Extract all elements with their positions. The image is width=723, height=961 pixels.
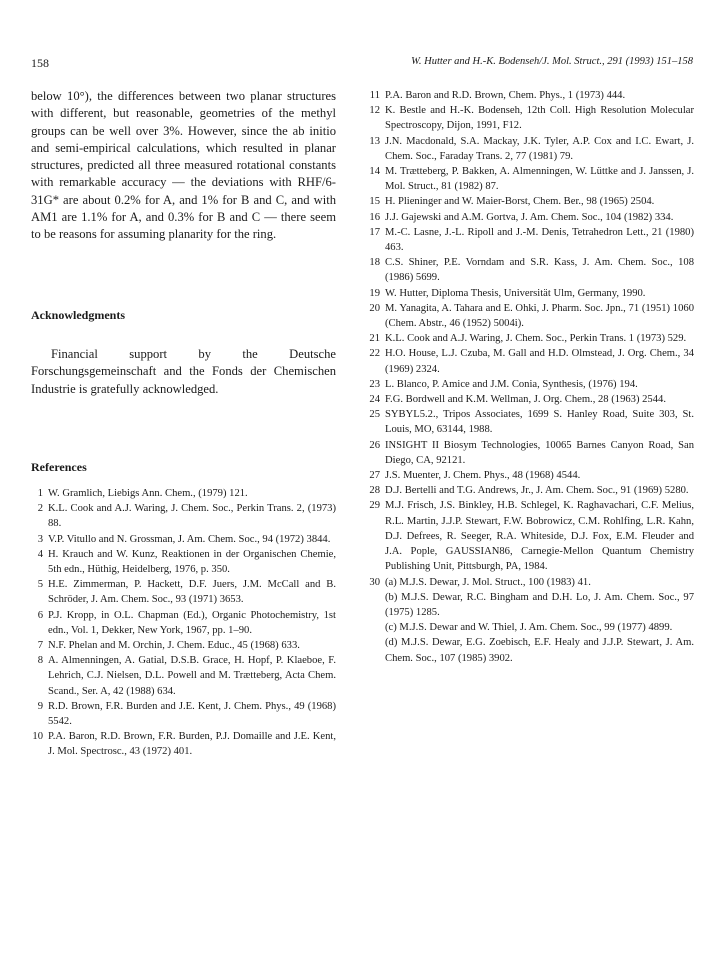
reference-number: 24 [369,394,380,406]
reference-item [31,577,336,607]
reference-number: 9 [37,700,43,712]
reference-text: A. Almenningen, A. Gatial, D.S.B. Grace, H. Hopf, P. Klaeboe, F. Lehrich, C.J. Nielsen, D.L. Powell and M. Trætteberg, Acta Chem. Scand., Ser. A, 42 (1988) 634. [48,655,336,697]
reference-text: P.A. Baron, R.D. Brown, F.R. Burden, P.J. Domaille and J.E. Kent, J. Mol. Spectrosc., 43 (1972) 401. [48,731,336,758]
reference-item [366,407,694,437]
reference-list-left [31,486,336,760]
reference-item [366,210,694,225]
reference-item [366,498,694,574]
reference-item [31,638,336,653]
body-paragraph: below 10°), the differences between two planar structures with different, but reasonable, geometries of the methyl groups can be well over 3%. However, since the ab initio and semi-empirical calculations, which resulted in planar structures, predicted all three measured rotational constants with remarkable accuracy — the deviations with RHF/6-31G* are about 0.2% for A, and 1% for B and C, and with AM1 are 1.1% for A, and 0.3% for B and C — there seem to be reasons for assuming planarity for the ring. [31,89,336,242]
reference-text: J.J. Gajewski and A.M. Gortva, J. Am. Chem. Soc., 104 (1982) 334. [385,211,674,223]
reference-text: F.G. Bordwell and K.M. Wellman, J. Org. Chem., 28 (1963) 2544. [385,394,666,406]
reference-item [366,255,694,285]
reference-text: H.O. House, L.J. Czuba, M. Gall and H.D. Olmstead, J. Org. Chem., 34 (1969) 2324. [385,348,694,375]
reference-item [366,377,694,392]
reference-number: 20 [369,302,380,314]
reference-number: 28 [369,485,380,497]
reference-item [366,575,694,666]
reference-number: 3 [37,533,43,545]
reference-text: C.S. Shiner, P.E. Vorndam and S.R. Kass, J. Am. Chem. Soc., 108 (1986) 5699. [385,257,694,284]
reference-text: W. Gramlich, Liebigs Ann. Chem., (1979) 121. [48,488,248,499]
reference-number: 18 [369,257,380,269]
reference-text: N.F. Phelan and M. Orchin, J. Chem. Educ., 45 (1968) 633. [48,640,300,652]
reference-number: 21 [369,333,380,345]
reference-item [366,88,694,103]
reference-number: 17 [369,226,380,238]
reference-text: R.D. Brown, F.R. Burden and J.E. Kent, J. Chem. Phys., 49 (1968) 5542. [48,700,336,728]
reference-number: 26 [369,439,380,451]
reference-list-right [366,88,694,666]
reference-item [366,483,694,498]
reference-item [31,501,336,531]
reference-number: 11 [369,90,380,101]
reference-number: 25 [369,409,380,421]
reference-text: M.-C. Lasne, J.-L. Ripoll and J.-M. Denis, Tetrahedron Lett., 21 (1980) 463. [385,226,694,254]
reference-text: (a) M.J.S. Dewar, J. Mol. Struct., 100 (1983) 41. (b) M.J.S. Dewar, R.C. Bingham and D.H. Lo, J. Am. Chem. Soc., 97 (1975) 1285. (c) M.J.S. Dewar and W. Thiel, J. Am. Chem. Soc., 99 (1977) 4899. (d) M.J.S. Dewar, E.G. Zoebisch, E.F. Healy and J.J.P. Stewart, J. Am. Chem. Soc., 107 (1985) 3902. [385,576,694,664]
references-heading: References [31,460,87,474]
reference-item [366,331,694,346]
reference-text: H. Krauch and W. Kunz, Reaktionen in der Organischen Chemie, 5th edn., Hüthig, Heidelberg, 1976, p. 350. [48,548,336,576]
reference-text: SYBYL5.2., Tripos Associates, 1699 S. Hanley Road, Suite 303, St. Louis, MO, 63144, 1988. [385,409,694,436]
reference-number: 22 [369,348,380,360]
reference-text: M. Yanagita, A. Tahara and E. Ohki, J. Pharm. Soc. Jpn., 71 (1951) 1060 (Chem. Abstr., 46 (1952) 5004i). [385,302,694,330]
reference-item [366,225,694,255]
running-head: W. Hutter and H.-K. Bodenseh/J. Mol. Struct., 291 (1993) 151–158 [411,56,693,67]
reference-item [31,547,336,577]
left-column [31,88,336,758]
reference-item [366,438,694,468]
reference-text: K.L. Cook and A.J. Waring, J. Chem. Soc., Perkin Trans. 2, (1973) 88. [48,503,336,530]
reference-item [31,699,336,729]
reference-text: P.J. Kropp, in O.L. Chapman (Ed.), Organic Photochemistry, 1st edn., Vol. 1, Dekker, New York, 1967, pp. 1–90. [48,609,336,636]
reference-item [31,729,336,759]
reference-item [366,194,694,209]
reference-item [366,103,694,133]
reference-number: 5 [37,579,43,591]
reference-number: 2 [37,503,43,515]
reference-number: 16 [369,211,380,223]
reference-number: 13 [369,135,380,147]
reference-item [366,346,694,376]
acknowledgments-heading: Acknowledgments [31,308,126,322]
reference-text: M. Trætteberg, P. Bakken, A. Almenningen, W. Lüttke and J. Janssen, J. Mol. Struct., 81 (1982) 87. [385,166,694,193]
reference-item [31,608,336,638]
reference-text: L. Blanco, P. Amice and J.M. Conia, Synthesis, (1976) 194. [385,378,638,390]
reference-number: 1 [37,488,43,499]
reference-item [31,653,336,699]
reference-text: K.L. Cook and A.J. Waring, J. Chem. Soc., Perkin Trans. 1 (1973) 529. [385,333,687,345]
reference-number: 7 [37,640,43,652]
reference-number: 8 [37,655,43,667]
acknowledgments-text: Financial support by the Deutsche Forschungsgemeinschaft and the Fonds der Chemischen Industrie is gratefully acknowledged. [31,347,336,396]
reference-number: 14 [369,166,380,178]
page-number: 158 [31,56,49,70]
reference-text: H.E. Zimmerman, P. Hackett, D.F. Juers, J.M. McCall and B. Schröder, J. Am. Chem. Soc., 93 (1971) 3653. [48,579,336,606]
reference-text: INSIGHT II Biosym Technologies, 10065 Barnes Canyon Road, San Diego, CA, 92121. [385,439,694,466]
reference-number: 12 [369,105,380,117]
reference-text: D.J. Bertelli and T.G. Andrews, Jr., J. Am. Chem. Soc., 91 (1969) 5280. [385,485,689,497]
reference-number: 23 [369,378,380,390]
reference-text: P.A. Baron and R.D. Brown, Chem. Phys., 1 (1973) 444. [385,90,626,101]
reference-item [366,164,694,194]
reference-number: 27 [369,470,380,482]
reference-number: 10 [32,731,43,743]
reference-text: H. Plieninger and W. Maier-Borst, Chem. Ber., 98 (1965) 2504. [385,196,655,208]
reference-item [366,392,694,407]
reference-item [366,134,694,164]
reference-number: 29 [369,500,380,512]
reference-text: V.P. Vitullo and N. Grossman, J. Am. Chem. Soc., 94 (1972) 3844. [48,533,331,545]
reference-item [31,532,336,547]
reference-item [31,486,336,501]
reference-text: K. Bestle and H.-K. Bodenseh, 12th Coll. High Resolution Molecular Spectroscopy, Dijon, 1991, F12. [385,105,694,132]
reference-text: M.J. Frisch, J.S. Binkley, H.B. Schlegel, K. Raghavachari, C.F. Melius, R.L. Martin, J.J.P. Stewart, F.W. Bobrowicz, C.M. Rohlfing, L.R. Kahn, D.J. Defrees, R. Seeger, R.A. Whiteside, D.J. Fox, E.M. Fleuder and J.A. Pople, GAUSSIAN86, Carnegie-Mellon Quantum Chemistry Publishing Unit, Pittsburgh, PA, 1984. [385,500,694,573]
reference-item [366,286,694,301]
reference-number: 4 [37,548,43,560]
reference-number: 6 [37,609,43,621]
reference-text: W. Hutter, Diploma Thesis, Universität Ulm, Germany, 1990. [385,287,646,299]
reference-text: J.S. Muenter, J. Chem. Phys., 48 (1968) 4544. [385,470,581,482]
reference-number: 30 [369,576,380,588]
reference-number: 15 [369,196,380,208]
reference-item [366,468,694,483]
reference-number: 19 [369,287,380,299]
reference-text: J.N. Macdonald, S.A. Mackay, J.K. Tyler, A.P. Cox and I.C. Ewart, J. Chem. Soc., Faraday Trans. 2, 77 (1981) 79. [385,135,694,162]
reference-item [366,301,694,331]
